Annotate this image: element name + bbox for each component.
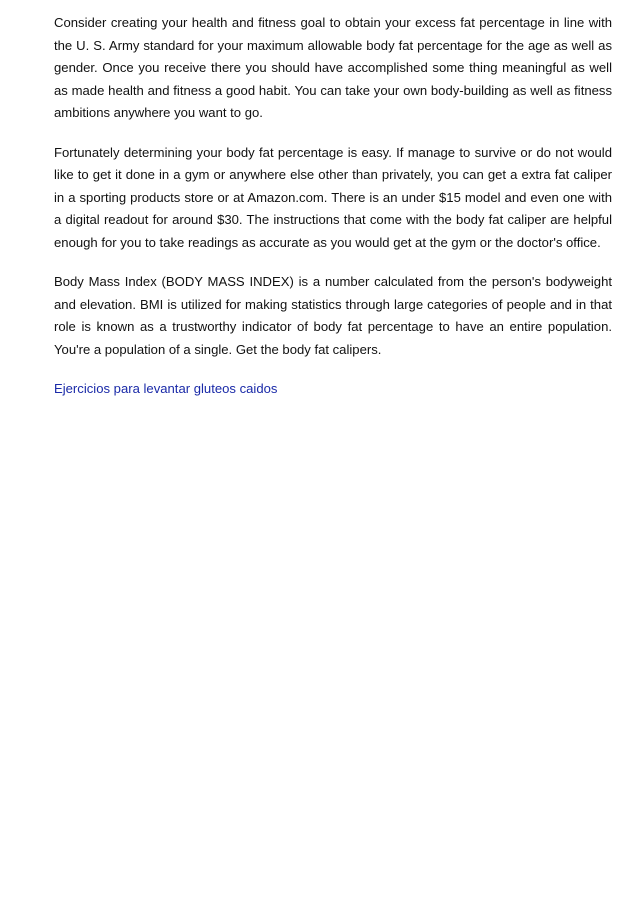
paragraph-bmi: Body Mass Index (BODY MASS INDEX) is a number calculated from the person's bodyweight and elevation. BMI is utilized for making statistics through large categories of people and in that role is known as a trustworthy indicator of body fat percentage to have an entire population. You're a population of a single. Get the body fat calipers. xyxy=(54,274,612,357)
ejercicios-link[interactable]: Ejercicios para levantar gluteos caidos xyxy=(54,381,278,396)
paragraph-body-fat-caliper: Fortunately determining your body fat percentage is easy. If manage to survive or do not would like to get it done in a gym or anywhere else other than privately, you can get a extra fat caliper in a sporting products store or at Amazon.com. There is an under $15 model and even one with a digital readout for around $30. The instructions that come with the body fat caliper are helpful enough for you to take readings as accurate as you would get at the gym or the doctor's office. xyxy=(54,144,612,250)
paragraph-fitness-goal: Consider creating your health and fitness goal to obtain your excess fat percentage in line with the U. S. Army standard for your maximum allowable body fat percentage for the age as well as gender. Once you receive there you should have accomplished some thing meaningful as well as made health and fitness a good habit. You can take your own body-building as well as fitness ambitions anywhere you want to go. xyxy=(54,15,612,120)
